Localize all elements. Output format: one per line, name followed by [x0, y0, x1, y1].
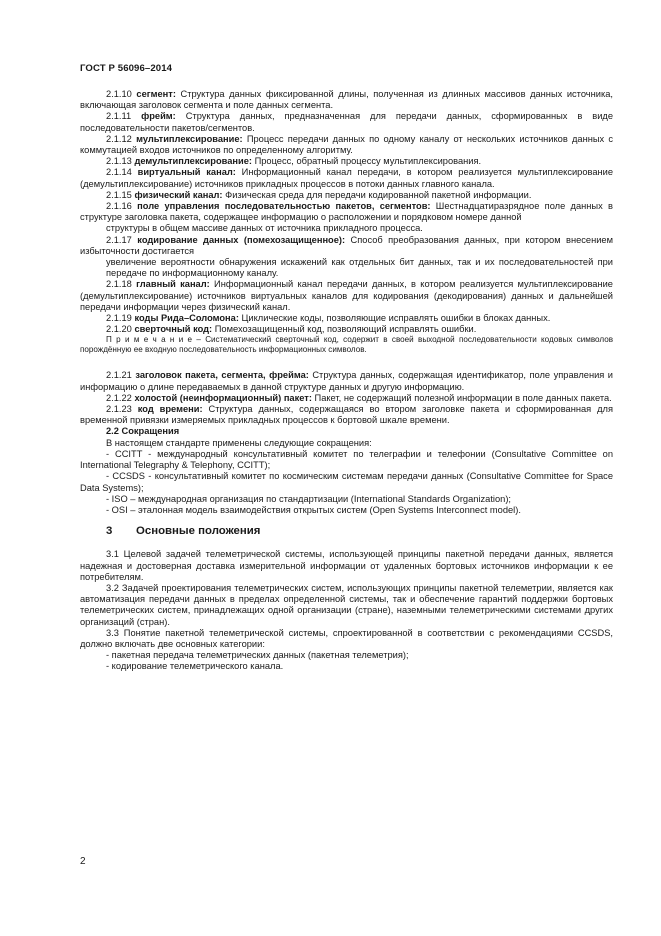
term-2-1-14: 2.1.14 виртуальный канал: Информационный канал передачи, в котором реализуется мультиплексирование (демультиплексирование) источников прикладных процессов в потоки данных главного канала.	[80, 167, 614, 189]
term-2-1-12: 2.1.12 мультиплексирование: Процесс передачи данных по одному каналу от нескольких источников данных с коммутацией входов источников по определенному алгоритму.	[80, 133, 614, 156]
term-2-1-19: 2.1.19 коды Рида–Соломона: Циклические коды, позволяющие исправлять ошибки в блоках данных.	[106, 313, 551, 324]
term-2-1-10: 2.1.10 сегмент: Структура данных фиксированной длины, полученная из длинных массивов данных источника, включающая заголовок сегмента и поле данных сегмента.	[80, 89, 613, 111]
term-2-1-18: 2.1.18 главный канал: Информационный канал передачи данных, в котором реализуется мультиплексирование (демультиплексирование) источников виртуальных каналов для кодирования (декодирования) данных и дальнейшей передачи информации через физический канал.	[80, 279, 613, 312]
page-number: 2	[80, 856, 86, 867]
standard-header: ГОСТ Р 56096–2014	[80, 63, 173, 74]
section-3-paragraph: 3.3 Понятие пакетной телеметрической системы, спроектированной в соответствии с рекомендациями CCSDS, должно включать две основных категории:	[80, 627, 613, 649]
document-body	[80, 89, 613, 673]
spacer	[80, 355, 613, 370]
section-3-list-item: - пакетная передача телеметрических данных (пакетная телеметрия);	[106, 650, 409, 661]
section-3-list-item: - кодирование телеметрического канала.	[106, 661, 284, 672]
section-3-heading: 3 Основные положения	[106, 525, 261, 538]
abbreviation-item: - ISO – международная организация по стандартизации (International Standards Organization);	[106, 493, 511, 504]
term-2-1-11: 2.1.11 фрейм: Структура данных, предназначенная для передачи данных, сформированных в виде последовательности пакетов/сегментов.	[80, 111, 613, 133]
term-2-1-22: 2.1.22 холостой (неинформационный) пакет: Пакет, не содержащий полезной информации в поле данных пакета.	[106, 392, 612, 403]
term-2-1-21: 2.1.21 заголовок пакета, сегмента, фрейма: Структура данных, содержащая идентификатор, поле управления и информацию о длине передаваемых в данной структуре данных и другую информацию.	[80, 370, 614, 392]
abbreviation-item: - CCSDS - консультативный комитет по космическим системам передачи данных (Consultative Committee for Space Data Systems);	[80, 471, 613, 493]
section-3-paragraph: 3.2 Задачей проектирования телеметрических систем, использующих принципы пакетной телеметрии, является как автоматизация передачи данных в пределах определенной системы, так и обеспечение гарантий поддержки бортовых телеметрических систем, принадлежащих одной организации (стране), наземными телеметрическими системами других организаций (стран).	[80, 582, 613, 627]
term-2-1-16-continuation: структуры в общем массиве данных от источника прикладного процесса.	[106, 223, 423, 234]
term-2-1-23: 2.1.23 код времени: Структура данных, содержащаяся во втором заголовке пакета и сформированная для временной привязки измеряемых прикладных процессов к бортовой шкале времени.	[80, 404, 613, 426]
term-2-1-17-continuation: увеличение вероятности обнаружения искажений как отдельных бит данных, так и их последовательностей при передаче по информационному каналу.	[106, 257, 613, 279]
term-2-1-20: 2.1.20 сверточный код: Помехозащищенный код, позволяющий исправлять ошибки.	[106, 324, 477, 335]
note-2-1-20: П р и м е ч а н и е – Систематический сверточный код, содержит в своей выходной последовательности кодовых символов порождённую ее входную последовательность информационных символов.	[80, 335, 613, 355]
abbreviation-item: - CCITT - международный консультативный комитет по телеграфии и телефонии (Consultative Committee on International Telegraphy & Telephony, CCITT);	[80, 448, 613, 471]
term-2-1-17: 2.1.17 кодирование данных (помехозащищенное): Способ преобразования данных, при котором внесением избыточности достигается	[80, 234, 613, 256]
abbreviations-intro: В настоящем стандарте применены следующие сокращения:	[106, 437, 372, 448]
abbreviations-heading: 2.2 Сокращения	[106, 426, 180, 437]
term-2-1-16: 2.1.16 поле управления последовательностью пакетов, сегментов: Шестнадцатиразрядное поле данных в структуре заголовка пакета, содержащее информацию о расположении и порядковом номере данной	[80, 201, 613, 223]
section-3-paragraph: 3.1 Целевой задачей телеметрической системы, использующей принципы пакетной передачи данных, является надежная и достоверная доставка измерительной информации от удаленных бортовых источников информации к ее потребителям.	[80, 549, 613, 582]
abbreviation-item: - OSI – эталонная модель взаимодействия открытых систем (Open Systems Interconnect model).	[106, 504, 521, 515]
term-2-1-15: 2.1.15 физический канал: Физическая среда для передачи кодированной пакетной информации.	[106, 189, 532, 200]
term-2-1-13: 2.1.13 демультиплексирование: Процесс, обратный процессу мультиплексирования.	[106, 156, 482, 167]
